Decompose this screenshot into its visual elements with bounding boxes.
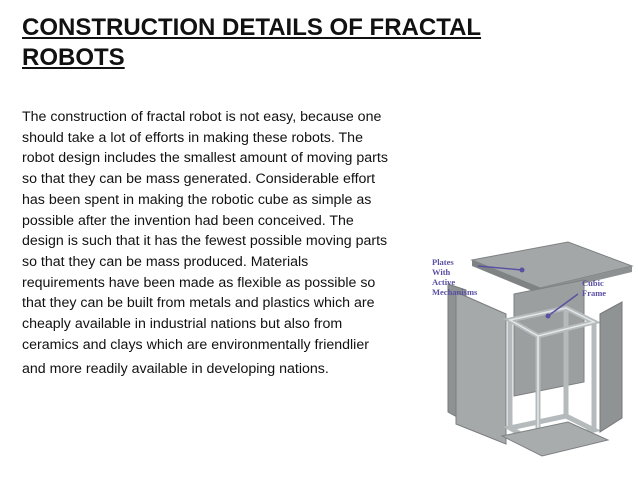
fractal-robot-cube-figure — [418, 232, 638, 462]
frame-pointer-dot — [546, 314, 551, 319]
body-line: and more readily available in developing nations. — [22, 361, 329, 378]
body-line: design is such that it has the fewest possible moving parts — [22, 233, 388, 250]
body-line: has been spent in making the robotic cube as simple as — [22, 191, 372, 208]
plates-label-line: Plates — [432, 257, 454, 267]
body-paragraph — [22, 107, 462, 380]
body-line: possible after the invention had been conceived. The — [22, 212, 354, 229]
top-plate — [472, 242, 632, 288]
frame-label-line: Cubic — [582, 278, 604, 288]
plates-label — [432, 257, 477, 297]
body-line: so that they can be mass generated. Considerable effort — [22, 171, 376, 188]
plates-label-line: With — [432, 267, 451, 277]
body-line: ceramics and clays which are environmentally friendlier — [22, 336, 369, 353]
body-line: that they can be built from metals and plastics which are — [22, 295, 375, 312]
body-line: requirements have been made as flexible as possible so — [22, 274, 376, 291]
body-line: The construction of fractal robot is not easy, because one — [22, 109, 382, 125]
left-plate-face — [456, 292, 506, 444]
body-line: should take a lot of efforts in making these robots. The — [22, 129, 363, 146]
body-line: so that they can be mass produced. Materials — [22, 253, 309, 270]
plates-label-line: Active — [432, 277, 456, 287]
body-line: robot design includes the smallest amount of moving parts — [22, 150, 388, 167]
right-plate — [600, 302, 622, 432]
plates-pointer-dot — [520, 268, 525, 273]
plates-label-line: Mechanisms — [432, 287, 478, 297]
frame-label-line: Frame — [582, 288, 607, 298]
slide-title — [22, 13, 542, 73]
title-line-1: CONSTRUCTION DETAILS OF FRACTAL — [22, 14, 482, 41]
body-line: cheaply available in industrial nations but also from — [22, 316, 343, 333]
cubic-frame-label — [582, 278, 606, 298]
title-line-2: ROBOTS — [22, 44, 125, 71]
